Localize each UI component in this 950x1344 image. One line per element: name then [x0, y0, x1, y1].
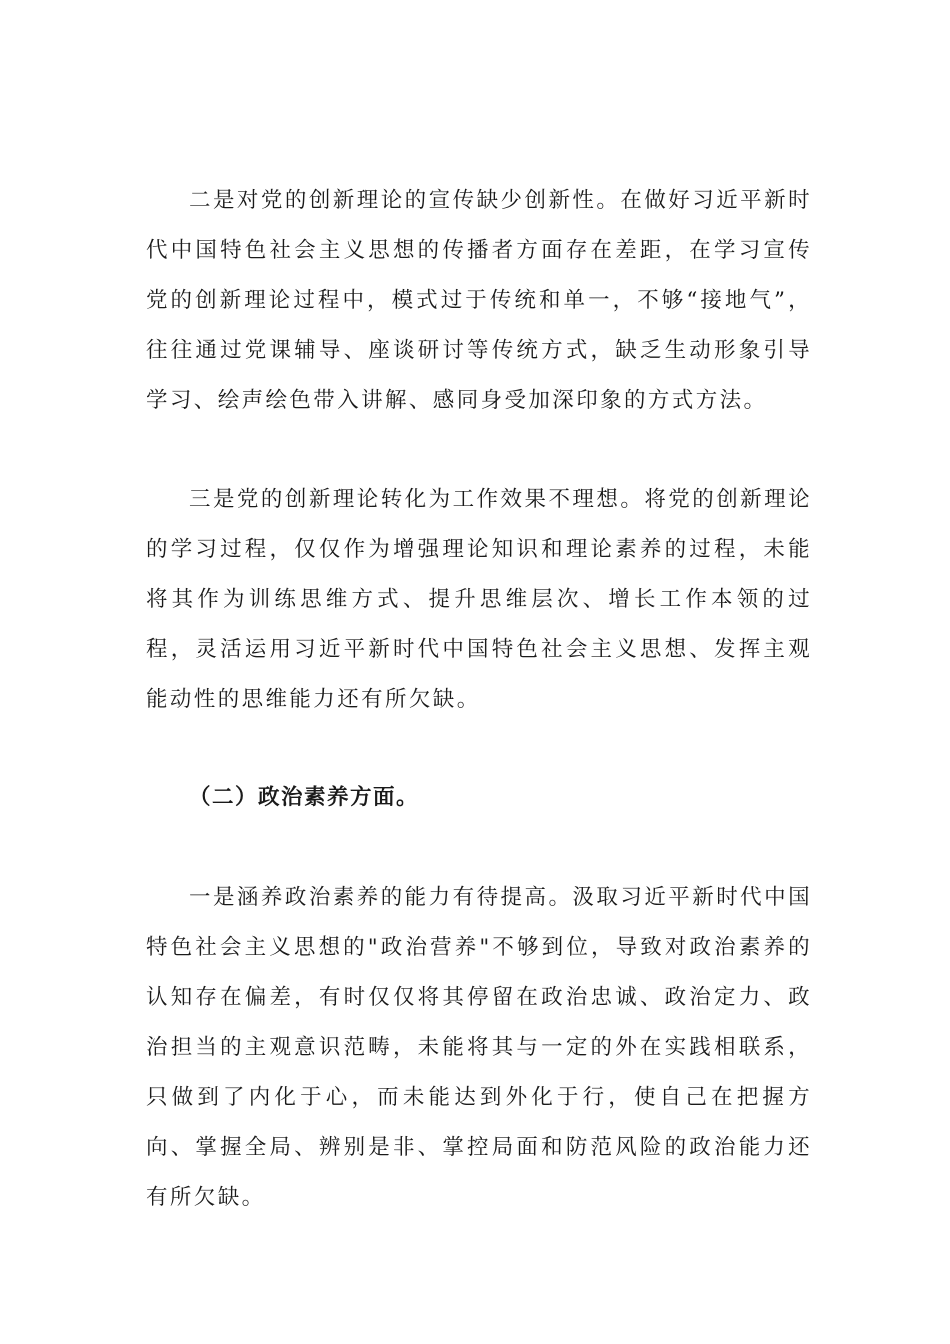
paragraph-political-literacy: 一是涵养政治素养的能力有待提高。汲取习近平新时代中国特色社会主义思想的"政治营养"不够到位，导致对政治素养的认知存在偏差，有时仅仅将其停留在政治忠诚、政治定力、政治担当的主观意识范畴，未能将其与一定的外在实践相联系，只做到了内化于心，而未能达到外化于行，使自己在把握方向、掌握全局、辨别是非、掌控局面和防范风险的政治能力还有所欠缺。	[146, 885, 812, 1210]
paragraph-theory-promotion: 二是对党的创新理论的宣传缺少创新性。在做好习近平新时代中国特色社会主义思想的传播者方面存在差距，在学习宣传党的创新理论过程中，模式过于传统和单一，不够“接地气”，往往通过党课辅导、座谈研讨等传统方式，缺乏生动形象引导学习、绘声绘色带入讲解、感同身受加深印象的方式方法。	[146, 188, 812, 413]
paragraph-theory-application: 三是党的创新理论转化为工作效果不理想。将党的创新理论的学习过程，仅仅作为增强理论知识和理论素养的过程，未能将其作为训练思维方式、提升思维层次、增长工作本领的过程，灵活运用习近平新时代中国特色社会主义思想、发挥主观能动性的思维能力还有所欠缺。	[146, 487, 812, 712]
section-heading-political-literacy: （二）政治素养方面。	[189, 785, 420, 810]
